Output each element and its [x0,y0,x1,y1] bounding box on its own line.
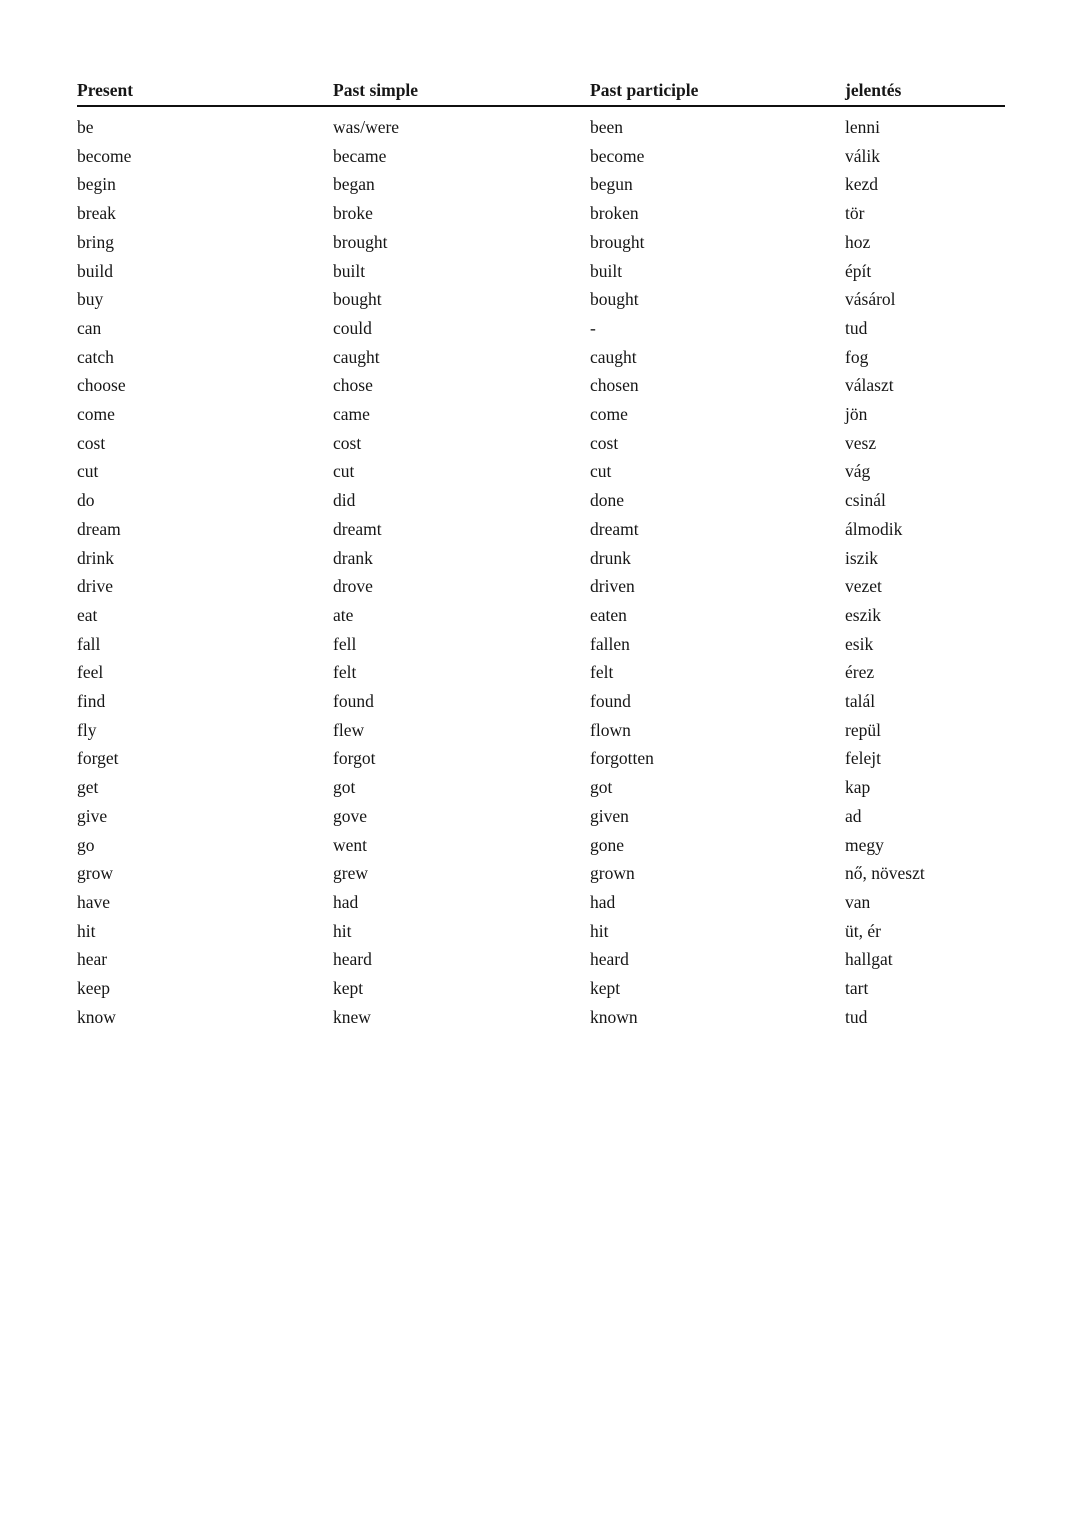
cell-past-simple: knew [333,1006,371,1027]
table-row [77,974,1005,1003]
cell-present: become [77,145,132,166]
cell-present: drive [77,576,113,597]
cell-past-simple: found [333,691,374,712]
column-header-jelentes: jelentés [845,80,902,100]
table-row [77,113,1005,142]
table-row [77,630,1005,659]
cell-jelentes: van [845,891,871,912]
cell-jelentes: tud [845,1006,868,1027]
cell-jelentes: vásárol [845,289,896,310]
cell-jelentes: vesz [845,432,877,453]
cell-present: drink [77,547,114,568]
cell-jelentes: kap [845,777,871,798]
table-row [77,544,1005,573]
cell-jelentes: talál [845,691,876,712]
cell-past-participle: brought [590,231,645,252]
cell-present: hear [77,949,108,970]
cell-past-simple: grew [333,863,368,884]
cell-present: dream [77,518,121,539]
cell-jelentes: válik [845,145,880,166]
cell-present: bring [77,231,114,252]
cell-past-participle: drunk [590,547,631,568]
cell-past-simple: fell [333,633,357,654]
cell-jelentes: nő, növeszt [845,863,925,884]
table-row [77,859,1005,888]
cell-past-simple: gove [333,805,368,826]
table-row [77,314,1005,343]
cell-past-simple: ate [333,604,354,625]
cell-present: cost [77,432,106,453]
table-header-row [77,78,1005,105]
cell-present: do [77,490,95,511]
cell-jelentes: épít [845,260,872,281]
table-row [77,687,1005,716]
cell-past-simple: got [333,777,356,798]
cell-present: keep [77,978,111,999]
cell-present: buy [77,289,104,310]
cell-past-participle: got [590,777,613,798]
cell-present: be [77,117,94,137]
cell-present: hit [77,920,96,941]
table-row [77,744,1005,773]
cell-present: forget [77,748,119,769]
cell-present: eat [77,604,98,625]
cell-jelentes: felejt [845,748,881,769]
cell-past-participle: - [590,317,596,338]
table-row [77,601,1005,630]
cell-jelentes: vezet [845,576,882,597]
cell-past-participle: found [590,691,631,712]
cell-past-participle: been [590,117,624,137]
irregular-verbs-table [77,78,1005,1032]
table-row [77,228,1005,257]
cell-present: break [77,203,116,224]
cell-past-simple: flew [333,719,365,740]
cell-past-participle: grown [590,863,635,884]
table-row [77,658,1005,687]
table-row [77,802,1005,831]
table-row [77,371,1005,400]
table-row [77,170,1005,199]
cell-present: have [77,891,111,912]
cell-past-participle: hit [590,920,609,941]
table-body [77,110,1005,1032]
table-row [77,257,1005,286]
cell-past-participle: done [590,490,625,511]
cell-past-simple: caught [333,346,380,367]
cell-past-simple: cost [333,432,362,453]
table-row [77,199,1005,228]
column-header-past-simple: Past simple [333,80,419,100]
cell-jelentes: érez [845,662,875,683]
cell-present: get [77,777,99,798]
cell-jelentes: tör [845,203,865,224]
cell-past-participle: bought [590,289,639,310]
table-row [77,457,1005,486]
table-row [77,888,1005,917]
cell-jelentes: megy [845,834,884,855]
table-row [77,486,1005,515]
cell-past-simple: cut [333,461,355,482]
cell-past-participle: eaten [590,604,627,625]
cell-jelentes: ad [845,805,862,826]
cell-present: come [77,404,115,425]
cell-past-simple: had [333,891,359,912]
cell-past-simple: went [333,834,368,855]
cell-past-participle: kept [590,978,621,999]
cell-jelentes: jön [845,404,868,425]
cell-present: feel [77,662,104,683]
cell-past-participle: had [590,891,616,912]
cell-jelentes: hallgat [845,949,893,970]
cell-past-participle: become [590,145,645,166]
cell-present: fly [77,719,97,740]
cell-present: fall [77,633,101,654]
table-row [77,831,1005,860]
cell-past-simple: built [333,260,366,281]
cell-past-simple: dreamt [333,518,382,539]
cell-jelentes: tart [845,978,869,999]
cell-jelentes: választ [845,375,894,396]
cell-jelentes: csinál [845,490,886,511]
cell-past-participle: forgotten [590,748,654,769]
table-row [77,945,1005,974]
cell-past-participle: begun [590,174,633,195]
table-row [77,285,1005,314]
column-header-present: Present [77,80,134,100]
cell-past-participle: chosen [590,375,639,396]
table-row [77,142,1005,171]
cell-present: know [77,1006,116,1027]
cell-past-simple: heard [333,949,372,970]
cell-past-simple: drove [333,576,373,597]
cell-present: grow [77,863,113,884]
cell-past-simple: drank [333,547,373,568]
cell-jelentes: üt, ér [845,920,881,941]
cell-jelentes: tud [845,317,868,338]
cell-jelentes: esik [845,633,874,654]
cell-past-participle: driven [590,576,635,597]
table-row [77,917,1005,946]
cell-present: begin [77,174,116,195]
cell-past-participle: felt [590,662,614,683]
cell-past-simple: was/were [333,117,400,137]
cell-past-participle: cost [590,432,619,453]
cell-past-participle: heard [590,949,629,970]
cell-present: build [77,260,113,281]
cell-past-simple: hit [333,920,352,941]
cell-jelentes: iszik [845,547,879,568]
cell-past-simple: brought [333,231,388,252]
cell-present: find [77,691,106,712]
cell-past-simple: kept [333,978,364,999]
table-row [77,515,1005,544]
cell-jelentes: kezd [845,174,879,195]
cell-jelentes: eszik [845,604,881,625]
cell-present: go [77,834,95,855]
column-header-past-participle: Past participle [590,80,699,100]
table-row [77,343,1005,372]
cell-present: catch [77,346,114,367]
cell-past-participle: built [590,260,623,281]
cell-past-participle: broken [590,203,639,224]
cell-jelentes: lenni [845,117,880,137]
cell-past-participle: cut [590,461,612,482]
header-divider-line [77,105,1005,107]
cell-past-participle: fallen [590,633,630,654]
cell-past-simple: did [333,490,356,511]
cell-past-participle: flown [590,719,631,740]
cell-past-participle: given [590,805,629,826]
cell-past-participle: dreamt [590,518,639,539]
cell-past-participle: known [590,1006,638,1027]
cell-present: give [77,805,108,826]
cell-past-simple: came [333,404,370,425]
cell-jelentes: hoz [845,231,871,252]
table-row [77,429,1005,458]
cell-past-simple: felt [333,662,357,683]
cell-past-simple: bought [333,289,382,310]
cell-past-participle: gone [590,834,625,855]
table-row [77,773,1005,802]
cell-past-simple: became [333,145,387,166]
cell-jelentes: álmodik [845,518,903,539]
cell-jelentes: fog [845,346,869,367]
cell-past-simple: could [333,317,372,338]
table-row [77,400,1005,429]
table-row [77,1003,1005,1032]
cell-past-simple: began [333,174,375,195]
cell-past-simple: chose [333,375,373,396]
cell-present: cut [77,461,99,482]
cell-past-simple: broke [333,203,373,224]
table-row [77,716,1005,745]
cell-past-simple: forgot [333,748,376,769]
table-row [77,572,1005,601]
cell-past-participle: caught [590,346,637,367]
cell-jelentes: repül [845,719,881,740]
cell-present: choose [77,375,126,396]
cell-jelentes: vág [845,461,871,482]
cell-present: can [77,317,102,338]
cell-past-participle: come [590,404,628,425]
